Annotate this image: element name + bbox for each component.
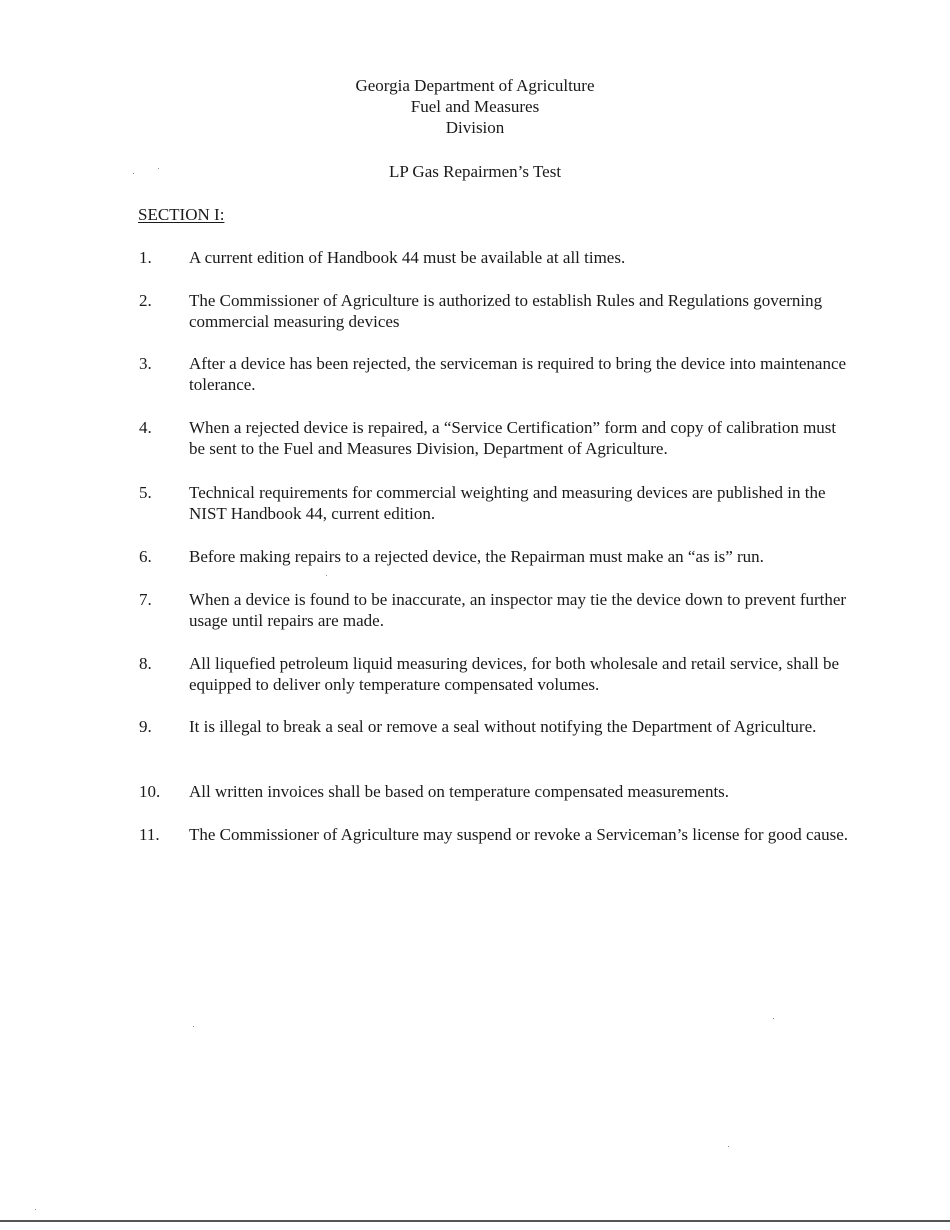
scan-speck xyxy=(35,1209,36,1210)
division-name-line2: Division xyxy=(445,118,505,137)
question-number: 10. xyxy=(139,782,161,801)
question-text: After a device has been rejected, the serviceman is required to bring the device into maintenance tolerance. xyxy=(189,354,847,394)
question-text: Before making repairs to a rejected device, the Repairman must make an “as is” run. xyxy=(189,547,764,566)
test-title: LP Gas Repairmen’s Test xyxy=(388,162,562,181)
scan-speck xyxy=(158,168,159,169)
question-number: 1. xyxy=(139,248,152,267)
question-text: The Commissioner of Agriculture may suspend or revoke a Serviceman’s license for good cause. xyxy=(189,825,849,844)
question-text: The Commissioner of Agriculture is authorized to establish Rules and Regulations governing commercial measuring devices xyxy=(189,291,823,331)
question-text: A current edition of Handbook 44 must be available at all times. xyxy=(189,248,626,267)
question-text: When a device is found to be inaccurate, an inspector may tie the device down to prevent further usage until repairs are made. xyxy=(189,590,847,630)
division-name-line1: Fuel and Measures xyxy=(410,97,540,116)
question-number: 4. xyxy=(139,418,152,437)
question-number: 6. xyxy=(139,547,152,566)
question-number: 11. xyxy=(139,825,160,844)
question-text: All written invoices shall be based on temperature compensated measurements. xyxy=(189,782,730,801)
question-number: 7. xyxy=(139,590,152,609)
question-text: All liquefied petroleum liquid measuring devices, for both wholesale and retail service, shall be equipped to deliver only temperature compensated volumes. xyxy=(189,654,840,694)
question-number: 3. xyxy=(139,354,152,373)
scan-speck xyxy=(773,1018,774,1019)
question-text: It is illegal to break a seal or remove a seal without notifying the Department of Agriculture. xyxy=(189,717,817,736)
section-heading: SECTION I: xyxy=(138,205,225,224)
scan-speck xyxy=(728,1146,729,1147)
question-number: 8. xyxy=(139,654,152,673)
agency-name: Georgia Department of Agriculture xyxy=(355,76,595,95)
scan-speck xyxy=(133,173,134,174)
scan-speck xyxy=(193,1026,194,1027)
question-number: 9. xyxy=(139,717,152,736)
question-text: Technical requirements for commercial weighting and measuring devices are published in the NIST Handbook 44, current edition. xyxy=(189,483,826,523)
question-number: 2. xyxy=(139,291,152,310)
question-number: 5. xyxy=(139,483,152,502)
scan-speck xyxy=(326,575,327,576)
bottom-scan-edge xyxy=(0,1220,950,1222)
question-text: When a rejected device is repaired, a “Service Certification” form and copy of calibration must be sent to the Fuel and Measures Division, Department of Agriculture. xyxy=(189,418,837,458)
